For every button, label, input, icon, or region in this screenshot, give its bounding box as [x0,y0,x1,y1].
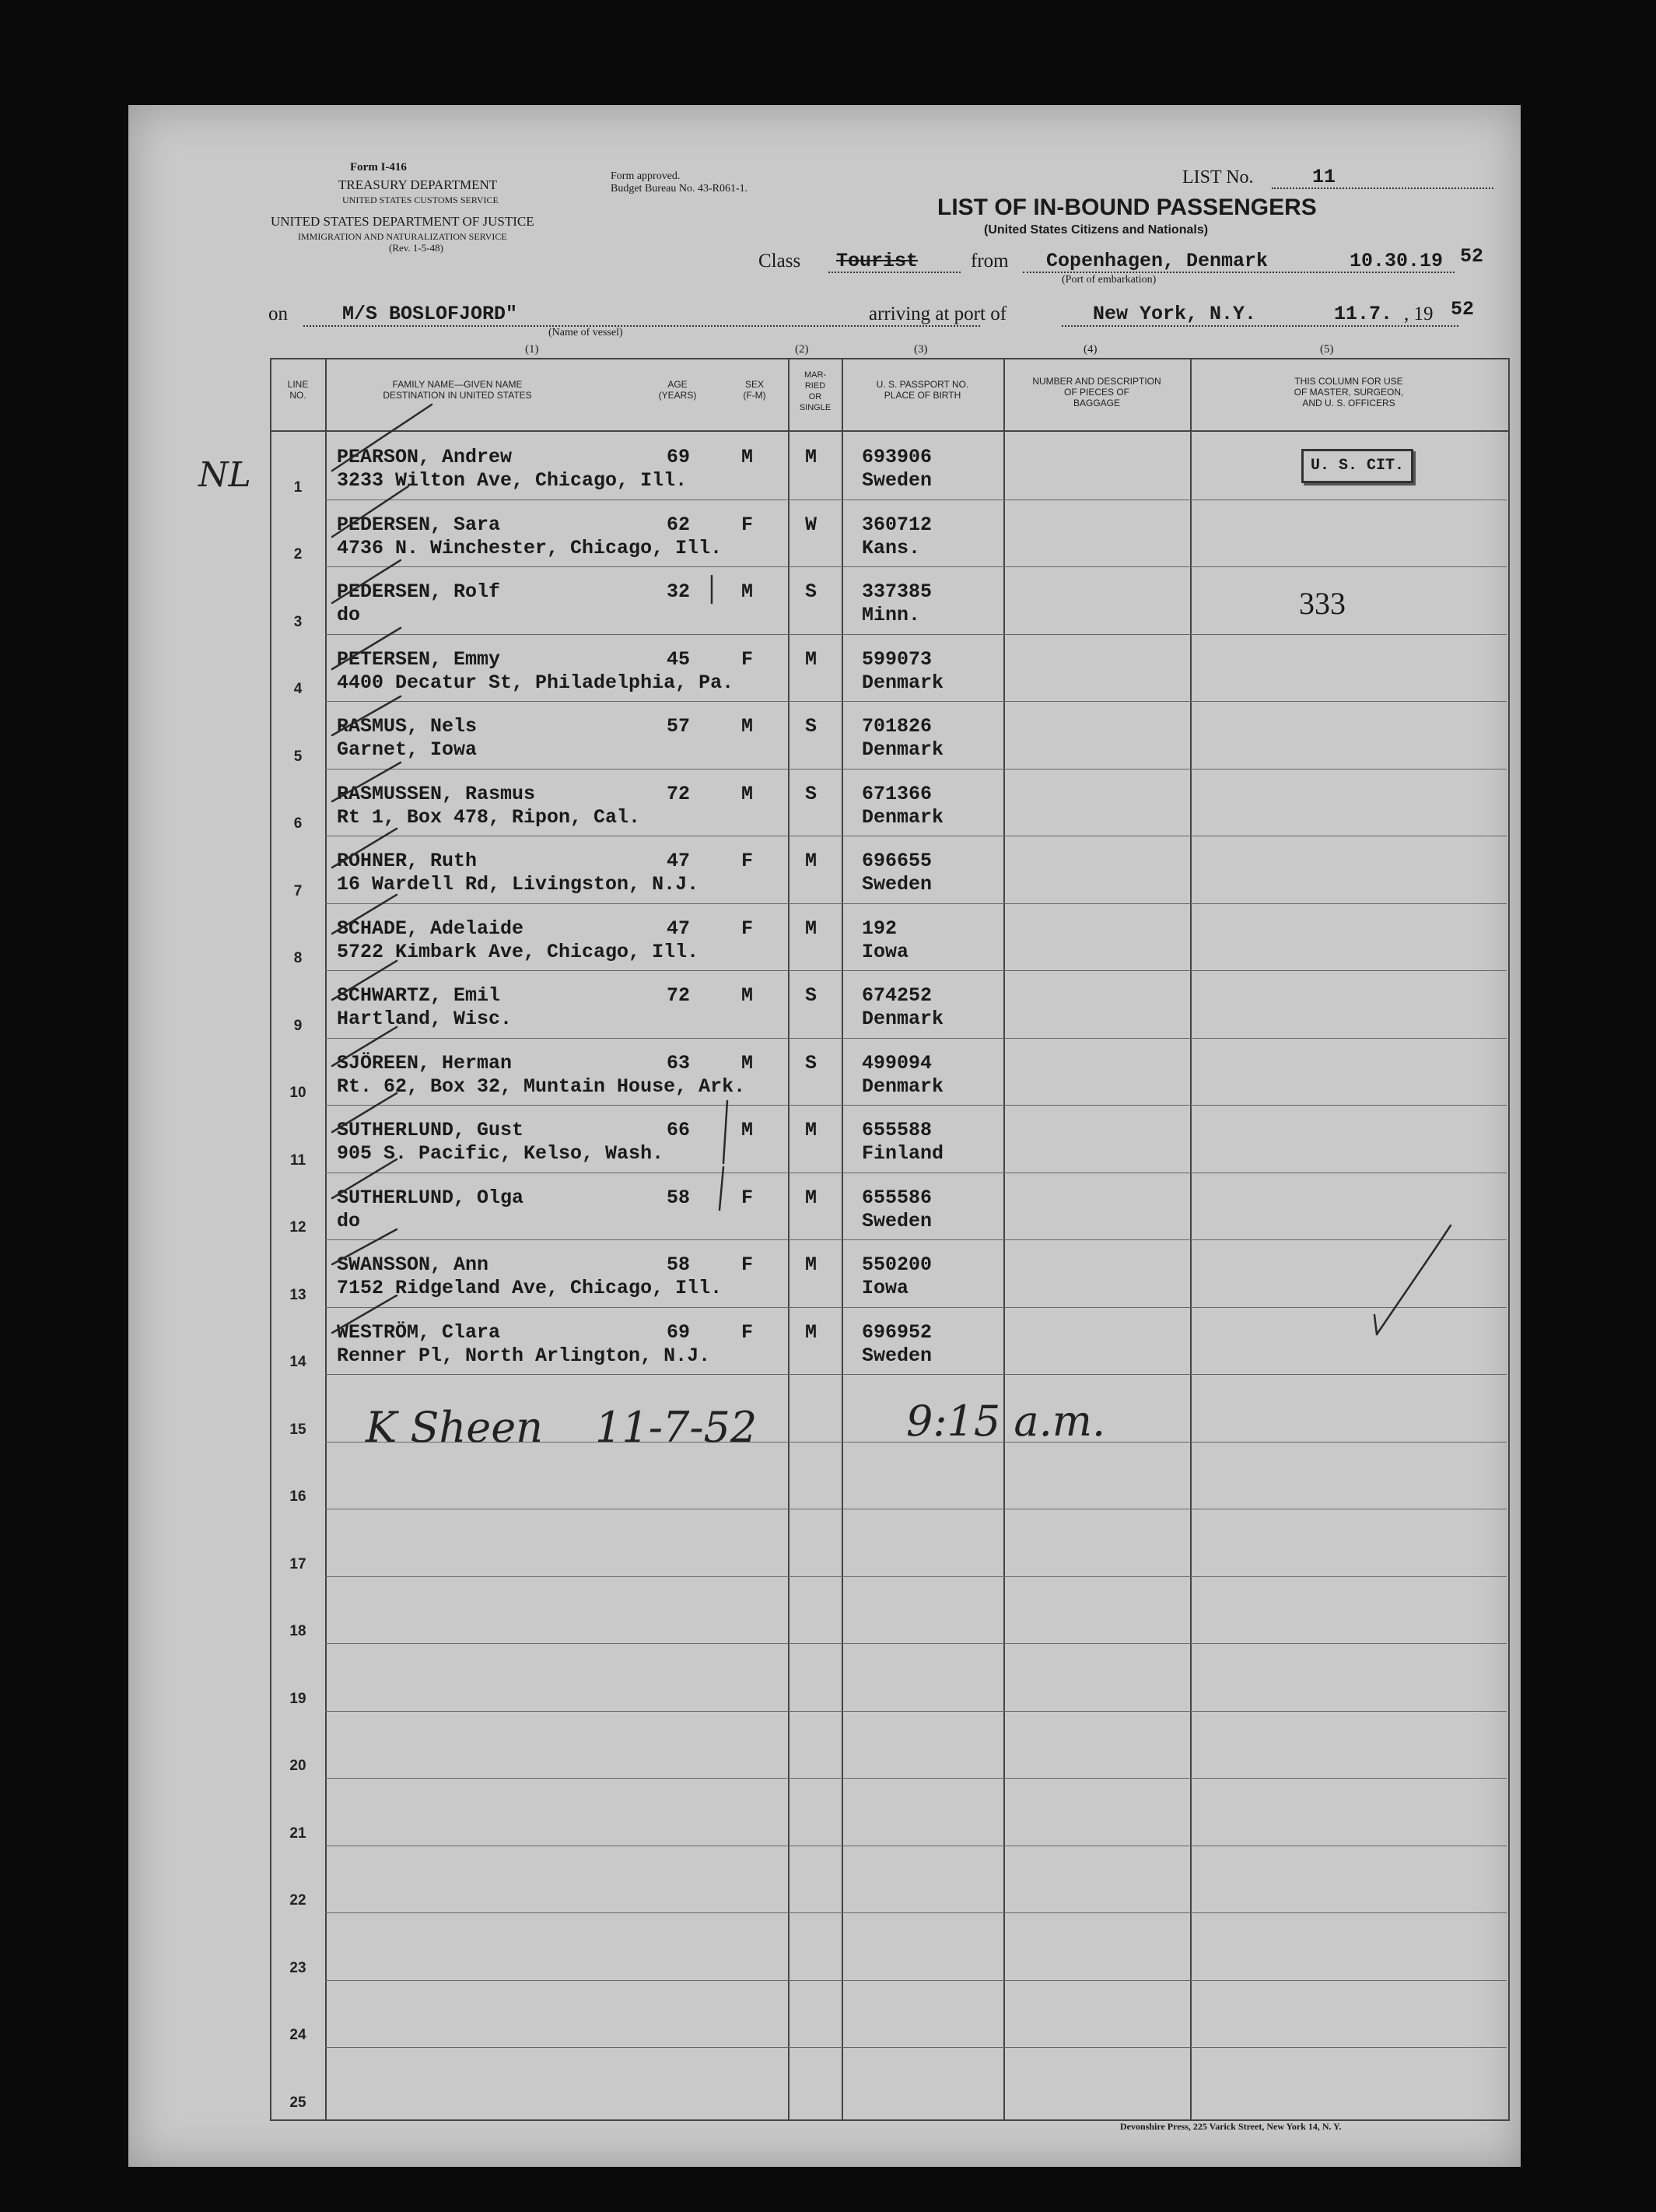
arrival-year-prefix: , 19 [1404,303,1434,324]
officer-number: 333 [1299,586,1346,621]
class-value: Tourist [836,250,919,272]
passenger-destination: Rt. 62, Box 32, Muntain House, Ark. [337,1074,746,1098]
passenger-sex: M [741,984,754,1007]
line-number: 15 [289,1421,306,1438]
passenger-destination: Hartland, Wisc. [337,1008,513,1030]
vessel-name: M/S BOSLOFJORD" [342,303,518,325]
line-number: 21 [289,1825,306,1842]
passenger-age: 72 [667,782,691,805]
passenger-name: SUTHERLUND, Olga [337,1186,524,1209]
place-of-birth: Sweden [862,1344,933,1367]
place-of-birth: Sweden [862,1209,933,1232]
arriving-label: arriving at port of [869,303,1007,324]
justice-dept: UNITED STATES DEPARTMENT OF JUSTICE [271,214,534,229]
on-label: on [268,303,288,324]
passport-number: 696952 [862,1320,933,1344]
passenger-marital-status: M [805,850,817,872]
line-number: 24 [289,2027,306,2043]
passenger-age: 45 [667,647,691,671]
col-num-3: (3) [914,343,928,356]
line-number: 16 [289,1488,306,1505]
passport-number: 599073 [862,647,933,671]
passenger-marital-status: M [805,917,817,940]
passenger-destination: Rt 1, Box 478, Ripon, Cal. [337,805,641,829]
line-number: 4 [293,681,303,697]
passenger-destination: 16 Wardell Rd, Livingston, N.J. [337,873,699,896]
from-value: Copenhagen, Denmark [1046,250,1269,272]
place-of-birth: Denmark [862,805,944,829]
col-sex: SEX (F-M) [743,379,766,401]
passenger-name: PEDERSEN, Sara [337,513,501,536]
place-of-birth: Finland [862,1142,944,1165]
form-number: Form I-416 [350,161,407,174]
line-number: 12 [289,1219,306,1236]
passport-number: 192 [862,917,898,940]
revision: (Rev. 1-5-48) [389,242,443,254]
passenger-name: RASMUS, Nels [337,715,478,738]
passenger-destination: 3233 Wilton Ave, Chicago, Ill. [337,469,688,492]
passenger-sex: M [741,782,754,805]
passenger-destination: Garnet, Iowa [337,738,478,761]
passenger-name: SUTHERLUND, Gust [337,1119,524,1141]
line-number: 2 [293,546,303,563]
col-num-2: (2) [795,343,809,356]
line-number: 1 [293,479,303,496]
passenger-destination: Renner Pl, North Arlington, N.J. [337,1344,711,1367]
passenger-marital-status: W [805,513,817,536]
passenger-marital-status: M [805,647,817,671]
printer-credit: Devonshire Press, 225 Varick Street, New York 14, N. Y. [1120,2121,1342,2132]
col-baggage: NUMBER AND DESCRIPTION OF PIECES OF BAGGAGE [1032,376,1161,408]
passenger-sex: M [741,580,754,603]
passenger-destination: do [337,1209,361,1232]
depart-year: 52 [1460,245,1484,268]
passenger-sex: F [741,647,754,671]
arrival-date: 11.7. [1334,303,1393,325]
arrival-port: New York, N.Y. [1093,303,1257,325]
list-no-label: LIST No. [1182,167,1254,188]
pen-marks [128,105,1521,2167]
passenger-age: 32 [667,580,691,603]
passenger-marital-status: S [805,984,817,1007]
passenger-sex: M [741,1051,754,1074]
citizen-stamp-text: U. S. CIT. [1310,457,1405,475]
passenger-marital-status: S [805,580,817,603]
col-line-no: LINE NO. [287,379,309,401]
passport-number: 499094 [862,1051,933,1074]
place-of-birth: Minn. [862,604,921,626]
passport-number: 360712 [862,513,933,536]
passenger-marital-status: M [805,1186,817,1209]
place-of-birth: Kans. [862,536,921,559]
passenger-age: 58 [667,1186,691,1209]
class-label: Class [758,251,801,272]
line-number: 6 [293,815,303,832]
passenger-age: 66 [667,1119,691,1141]
passenger-age: 47 [667,850,691,872]
passenger-destination: 5722 Kimbark Ave, Chicago, Ill. [337,940,699,963]
line-number: 9 [293,1017,303,1034]
line-number: 5 [293,748,303,765]
passenger-sex: M [741,446,754,468]
line-number: 23 [289,1959,306,1976]
passenger-name: WESTRÖM, Clara [337,1320,501,1344]
passport-number: 696655 [862,850,933,872]
passenger-marital-status: M [805,1320,817,1344]
passenger-sex: F [741,850,754,872]
arrival-year: 52 [1451,298,1475,321]
passenger-marital-status: S [805,1051,817,1074]
passenger-destination: 4736 N. Winchester, Chicago, Ill. [337,536,723,559]
passenger-age: 72 [667,984,691,1007]
passenger-age: 69 [667,1320,691,1344]
page-subtitle: (United States Citizens and Nationals) [984,223,1209,237]
passenger-name: RASMUSSEN, Rasmus [337,782,536,805]
passenger-sex: F [741,917,754,940]
place-of-birth: Sweden [862,469,933,492]
form-approved: Form approved. [611,170,681,182]
line-number: 20 [289,1758,306,1774]
passenger-marital-status: S [805,715,817,738]
line-number: 19 [289,1690,306,1707]
place-of-birth: Sweden [862,873,933,896]
budget-bureau: Budget Bureau No. 43-R061-1. [611,183,748,195]
place-of-birth: Denmark [862,738,944,761]
col-num-4: (4) [1084,343,1098,356]
passenger-destination: 4400 Decatur St, Philadelphia, Pa. [337,671,734,694]
line-number: 3 [293,613,303,630]
passenger-age: 57 [667,715,691,738]
line-number: 18 [289,1623,306,1639]
col-num-5: (5) [1320,343,1334,356]
passport-number: 337385 [862,580,933,603]
place-of-birth: Denmark [862,1008,944,1030]
passenger-marital-status: M [805,1253,817,1276]
passenger-sex: M [741,1119,754,1141]
passenger-sex: F [741,1253,754,1276]
passenger-age: 47 [667,917,691,940]
passenger-name: ROHNER, Ruth [337,850,478,872]
passport-number: 655586 [862,1186,933,1209]
passenger-marital-status: M [805,446,817,468]
passenger-sex: F [741,1320,754,1344]
passenger-destination: 7152 Ridgeland Ave, Chicago, Ill. [337,1277,723,1299]
line-number: 25 [289,2094,306,2111]
col-age: AGE (YEARS) [658,379,697,401]
passport-number: 550200 [862,1253,933,1276]
passenger-name: PEDERSEN, Rolf [337,580,501,603]
passenger-age: 62 [667,513,691,536]
depart-date: 10.30.19 [1350,250,1444,272]
place-of-birth: Denmark [862,671,944,694]
passenger-sex: M [741,715,754,738]
line-number: 10 [289,1085,306,1101]
passenger-name: PEARSON, Andrew [337,446,513,468]
place-of-birth: Iowa [862,1277,909,1299]
passport-number: 655588 [862,1119,933,1141]
passport-number: 674252 [862,984,933,1007]
place-of-birth: Iowa [862,940,909,963]
passenger-name: SJÖREEN, Herman [337,1051,513,1074]
line-number: 13 [289,1286,306,1303]
passenger-marital-status: M [805,1119,817,1141]
line-number: 17 [289,1555,306,1572]
passenger-sex: F [741,513,754,536]
col-passport: U. S. PASSPORT NO. PLACE OF BIRTH [876,379,969,401]
manifest-page [128,105,1521,2167]
treasury-dept: TREASURY DEPARTMENT [338,177,498,192]
col-name: FAMILY NAME—GIVEN NAME DESTINATION IN UNITED STATES [383,379,532,401]
passport-number: 693906 [862,446,933,468]
page-title: LIST OF IN-BOUND PASSENGERS [937,195,1317,220]
passenger-age: 58 [667,1253,691,1276]
col-num-1: (1) [525,343,539,356]
line-number: 7 [293,882,303,899]
inspection-date: 11-7-52 [595,1403,758,1452]
line-number: 22 [289,1892,306,1909]
passenger-name: PETERSEN, Emmy [337,647,501,671]
passenger-sex: F [741,1186,754,1209]
ins-service: IMMIGRATION AND NATURALIZATION SERVICE [298,231,507,242]
passenger-name: SCHADE, Adelaide [337,917,524,940]
inspector-signature: K Sheen [366,1403,543,1452]
list-no: 11 [1312,166,1336,188]
passenger-age: 69 [667,446,691,468]
passenger-name: SWANSSON, Ann [337,1253,489,1276]
passport-number: 671366 [862,782,933,805]
line-number: 11 [289,1152,306,1169]
passenger-destination: do [337,604,361,626]
line-number: 8 [293,950,303,966]
passenger-marital-status: S [805,782,817,805]
place-of-birth: Denmark [862,1074,944,1098]
margin-mark: NL [198,455,251,495]
port-embark-note: (Port of embarkation) [1062,274,1157,286]
col-officers: THIS COLUMN FOR USE OF MASTER, SURGEON, AND U. S. OFFICERS [1294,376,1404,408]
passport-number: 701826 [862,715,933,738]
passenger-age: 63 [667,1051,691,1074]
line-number: 14 [289,1354,306,1370]
from-label: from [971,251,1009,272]
customs-service: UNITED STATES CUSTOMS SERVICE [342,195,499,205]
vessel-note: (Name of vessel) [548,327,623,338]
passenger-name: SCHWARTZ, Emil [337,984,501,1007]
passenger-destination: 905 S. Pacific, Kelso, Wash. [337,1142,664,1165]
col-married: MAR- RIED OR SINGLE [799,370,832,412]
inspection-time: 9:15 a.m. [906,1397,1106,1446]
